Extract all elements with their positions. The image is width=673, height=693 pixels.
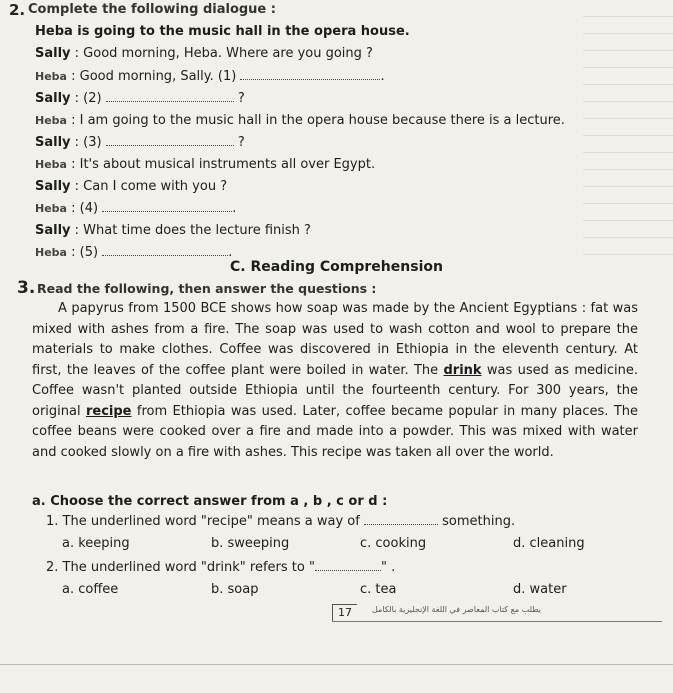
reading-passage — [32, 299, 638, 463]
speaker-sally: Sally — [35, 91, 71, 106]
line-text: : Good morning, Heba. Where are you going ? — [74, 46, 373, 61]
passage-text: from Ethiopia was used. Later, coffee became popular in many places. The coffee beans were cooked over a fire and made into a powder. This was mixed with water and cooked slowly on a fire with ashes. This recipe was taken all over the world. — [32, 403, 638, 460]
question-2-number: 2. — [9, 1, 26, 19]
answer-blank-5[interactable] — [102, 245, 228, 256]
question-3-title: Read the following, then answer the questions : — [37, 281, 377, 296]
answer-blank-1[interactable] — [240, 69, 380, 80]
question-stem: 1. The underlined word "recipe" means a way of — [46, 514, 360, 529]
speaker-sally: Sally — [35, 46, 71, 61]
mcq-question-2 — [46, 560, 395, 575]
underlined-word-drink: drink — [443, 362, 482, 378]
speaker-sally: Sally — [35, 223, 71, 238]
question-stem: 2. The underlined word "drink" refers to " — [46, 560, 315, 575]
dialogue-line — [35, 91, 245, 106]
dialogue-line — [35, 135, 245, 150]
option-b[interactable]: b. sweeping — [211, 536, 290, 551]
answer-blank-4[interactable] — [102, 201, 232, 212]
speaker-heba: Heba — [35, 70, 67, 83]
answer-blank[interactable] — [364, 514, 438, 525]
line-text: : (3) — [74, 135, 102, 150]
dialogue-line — [35, 201, 236, 216]
line-tail: ? — [237, 135, 245, 150]
speaker-sally: Sally — [35, 135, 71, 150]
line-text: : (5) — [71, 245, 99, 260]
footer-note: يطلب مع كتاب المعاصر في اللغة الإنجليزية بالكامل — [372, 605, 542, 614]
dialogue-line — [35, 245, 232, 260]
footer-divider — [332, 621, 662, 622]
line-text: : Can I come with you ? — [74, 179, 228, 194]
section-title: C. Reading Comprehension — [230, 259, 443, 275]
page-bottom-edge — [0, 664, 673, 665]
dialogue-line — [35, 223, 311, 238]
question-3-number: 3. — [17, 278, 36, 298]
option-b[interactable]: b. soap — [211, 582, 259, 597]
mcq-question-1 — [46, 514, 515, 529]
option-d[interactable]: d. water — [513, 582, 567, 597]
line-text: : What time does the lecture finish ? — [74, 223, 311, 238]
line-text: : (2) — [74, 91, 102, 106]
question-tail: something. — [442, 514, 516, 529]
line-tail: . — [380, 69, 385, 84]
speaker-heba: Heba — [35, 202, 67, 215]
line-text: : Good morning, Sally. (1) — [71, 69, 237, 84]
answer-blank-3[interactable] — [106, 135, 234, 146]
answer-blank[interactable] — [315, 560, 381, 571]
page-number: 17 — [332, 604, 357, 622]
dialogue-intro: Heba is going to the music hall in the opera house. — [35, 24, 410, 39]
speaker-heba: Heba — [35, 114, 67, 127]
question-tail: " . — [380, 560, 396, 575]
dialogue-line — [35, 113, 565, 128]
option-a[interactable]: a. coffee — [62, 582, 119, 597]
line-text: : (4) — [71, 201, 99, 216]
option-d[interactable]: d. cleaning — [513, 536, 585, 551]
section-a-heading: a. Choose the correct answer from a , b , c or d : — [32, 494, 388, 509]
passage-text: A papyrus from 1500 BCE shows how soap was made by the Ancient Egyptians : fat was mixed with ashes from a fire. The soap was used to wash cotton and wool to prepare the materials to make clothes. Coffee was discovered in Ethiopia in the eleventh century. At first, the leaves of the coffee plant were boiled in water. The — [32, 301, 638, 378]
line-tail: . — [228, 245, 233, 260]
option-c[interactable]: c. cooking — [360, 536, 427, 551]
answer-blank-2[interactable] — [106, 91, 234, 102]
line-text: : It's about musical instruments all over Egypt. — [71, 157, 376, 172]
speaker-heba: Heba — [35, 246, 67, 259]
speaker-heba: Heba — [35, 158, 67, 171]
dialogue-line — [35, 157, 375, 172]
dialogue-line — [35, 69, 385, 84]
bleed-through-text — [583, 0, 673, 260]
dialogue-line — [35, 46, 373, 61]
dialogue-line — [35, 179, 227, 194]
line-text: : I am going to the music hall in the opera house because there is a lecture. — [71, 113, 565, 128]
question-2-title: Complete the following dialogue : — [28, 2, 276, 17]
line-tail: ? — [237, 91, 245, 106]
line-tail: . — [232, 201, 237, 216]
passage-text: was used as medicine. Coffee wasn't planted outside Ethiopia until the fourteenth century. For 300 years, the original — [32, 362, 638, 419]
option-c[interactable]: c. tea — [360, 582, 397, 597]
underlined-word-recipe: recipe — [85, 403, 132, 419]
option-a[interactable]: a. keeping — [62, 536, 130, 551]
speaker-sally: Sally — [35, 179, 71, 194]
